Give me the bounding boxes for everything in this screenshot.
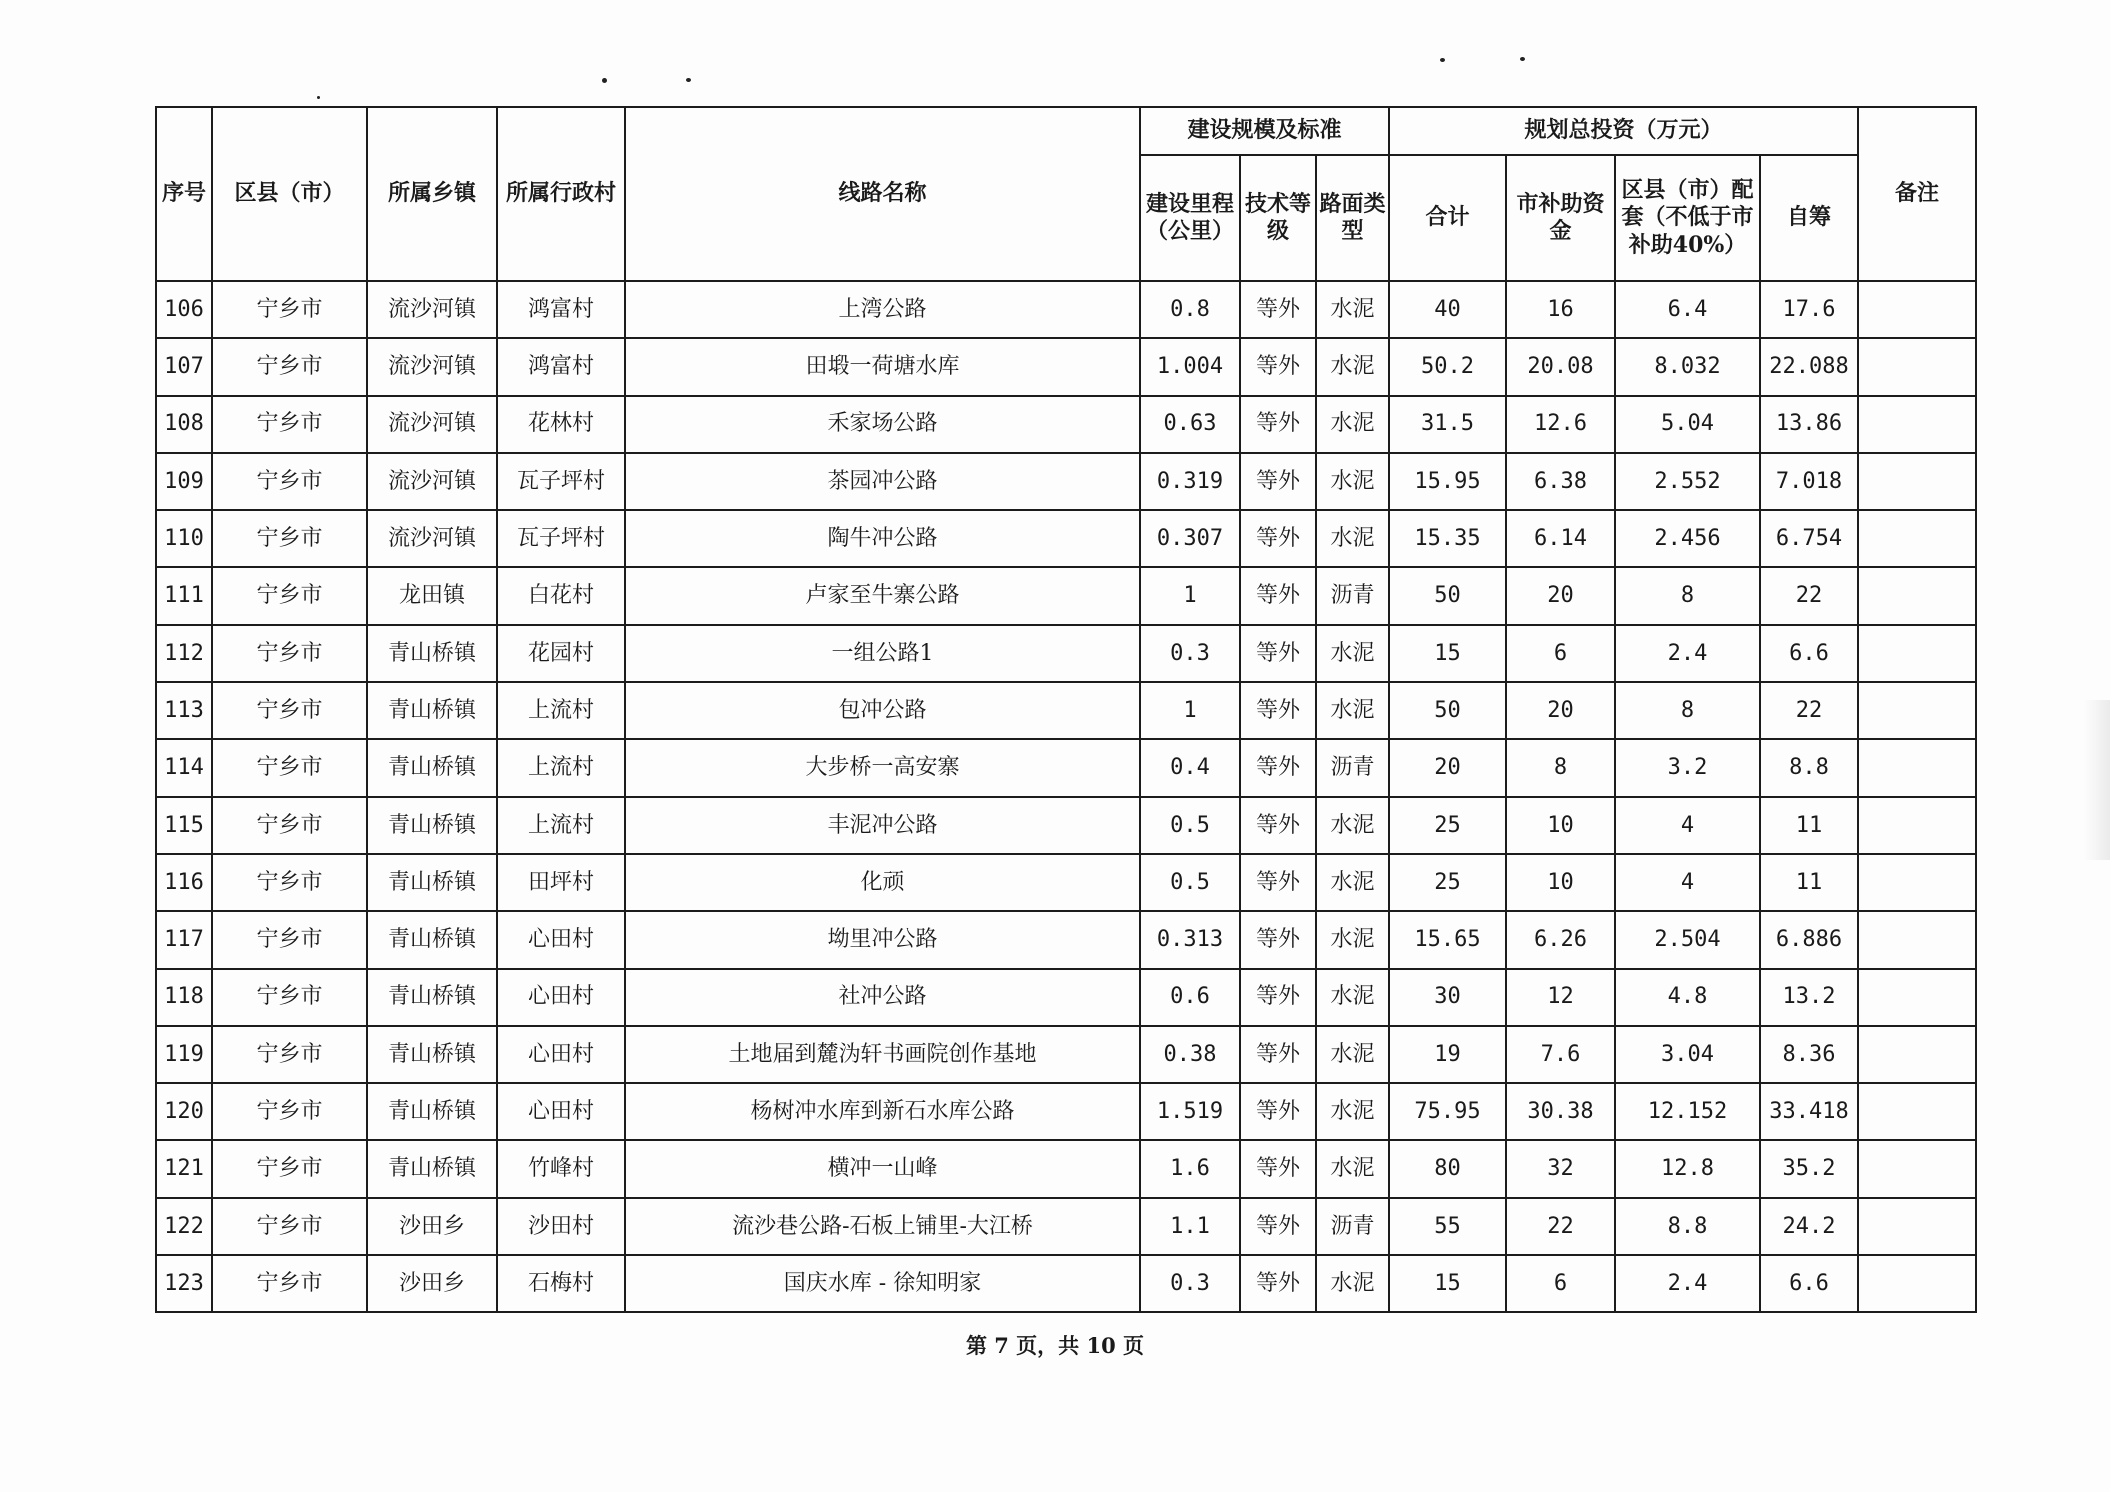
cell-self-raised: 33.418	[1760, 1083, 1858, 1140]
cell-route-name: 国庆水库 - 徐知明家	[625, 1255, 1140, 1312]
cell-seq: 122	[156, 1198, 212, 1255]
cell-county: 宁乡市	[212, 625, 367, 682]
cell-county-match: 2.504	[1615, 911, 1760, 968]
cell-seq: 118	[156, 969, 212, 1026]
cell-total: 50.2	[1389, 338, 1506, 395]
cell-route-name: 包冲公路	[625, 682, 1140, 739]
table-body	[156, 281, 1976, 1312]
cell-self-raised: 22.088	[1760, 338, 1858, 395]
cell-mileage: 0.4	[1140, 739, 1240, 796]
cell-route-name: 陶牛冲公路	[625, 510, 1140, 567]
cell-city-subsidy: 6.26	[1506, 911, 1615, 968]
cell-town: 青山桥镇	[367, 1083, 497, 1140]
cell-route-name: 丰泥冲公路	[625, 797, 1140, 854]
cell-tech-grade: 等外	[1240, 396, 1316, 453]
cell-self-raised: 22	[1760, 682, 1858, 739]
cell-mileage: 0.6	[1140, 969, 1240, 1026]
cell-route-name: 流沙巷公路-石板上铺里-大江桥	[625, 1198, 1140, 1255]
cell-seq: 116	[156, 854, 212, 911]
cell-village: 上流村	[497, 739, 625, 796]
cell-seq: 108	[156, 396, 212, 453]
cell-self-raised: 11	[1760, 797, 1858, 854]
cell-town: 沙田乡	[367, 1198, 497, 1255]
cell-county: 宁乡市	[212, 682, 367, 739]
road-plan-table	[155, 106, 1977, 1313]
cell-county: 宁乡市	[212, 396, 367, 453]
cell-mileage: 0.8	[1140, 281, 1240, 338]
col-mileage: 建设里程（公里）	[1140, 155, 1240, 281]
cell-tech-grade: 等外	[1240, 1140, 1316, 1197]
table-row	[156, 911, 1976, 968]
cell-seq: 121	[156, 1140, 212, 1197]
cell-route-name: 一组公路1	[625, 625, 1140, 682]
cell-total: 50	[1389, 567, 1506, 624]
col-remarks: 备注	[1858, 107, 1976, 281]
cell-surface: 水泥	[1316, 797, 1389, 854]
cell-route-name: 禾家场公路	[625, 396, 1140, 453]
cell-remarks	[1858, 1026, 1976, 1083]
cell-village: 心田村	[497, 1083, 625, 1140]
cell-remarks	[1858, 510, 1976, 567]
cell-total: 50	[1389, 682, 1506, 739]
cell-city-subsidy: 30.38	[1506, 1083, 1615, 1140]
cell-seq: 119	[156, 1026, 212, 1083]
cell-route-name: 坳里冲公路	[625, 911, 1140, 968]
cell-mileage: 1.1	[1140, 1198, 1240, 1255]
cell-route-name: 田塅一荷塘水库	[625, 338, 1140, 395]
cell-mileage: 0.38	[1140, 1026, 1240, 1083]
cell-self-raised: 6.6	[1760, 625, 1858, 682]
table-row	[156, 969, 1976, 1026]
table-row	[156, 1255, 1976, 1312]
cell-total: 15.65	[1389, 911, 1506, 968]
cell-city-subsidy: 16	[1506, 281, 1615, 338]
group-construction-scale: 建设规模及标准	[1140, 107, 1389, 155]
cell-tech-grade: 等外	[1240, 969, 1316, 1026]
cell-remarks	[1858, 682, 1976, 739]
cell-total: 19	[1389, 1026, 1506, 1083]
cell-village: 白花村	[497, 567, 625, 624]
cell-county: 宁乡市	[212, 739, 367, 796]
cell-seq: 117	[156, 911, 212, 968]
cell-town: 流沙河镇	[367, 453, 497, 510]
cell-seq: 111	[156, 567, 212, 624]
cell-tech-grade: 等外	[1240, 1198, 1316, 1255]
cell-route-name: 大步桥一高安寨	[625, 739, 1140, 796]
col-town: 所属乡镇	[367, 107, 497, 281]
cell-village: 花林村	[497, 396, 625, 453]
cell-town: 青山桥镇	[367, 625, 497, 682]
table-row	[156, 338, 1976, 395]
cell-village: 竹峰村	[497, 1140, 625, 1197]
cell-seq: 114	[156, 739, 212, 796]
cell-town: 青山桥镇	[367, 911, 497, 968]
table-row	[156, 1083, 1976, 1140]
cell-county: 宁乡市	[212, 338, 367, 395]
cell-county-match: 4.8	[1615, 969, 1760, 1026]
scan-speck	[1520, 57, 1525, 61]
cell-town: 青山桥镇	[367, 739, 497, 796]
cell-county: 宁乡市	[212, 567, 367, 624]
cell-self-raised: 22	[1760, 567, 1858, 624]
cell-village: 花园村	[497, 625, 625, 682]
cell-mileage: 0.307	[1140, 510, 1240, 567]
cell-county-match: 8.032	[1615, 338, 1760, 395]
cell-county: 宁乡市	[212, 797, 367, 854]
cell-town: 青山桥镇	[367, 682, 497, 739]
cell-county-match: 8	[1615, 567, 1760, 624]
table-header	[156, 107, 1976, 281]
cell-village: 石梅村	[497, 1255, 625, 1312]
cell-tech-grade: 等外	[1240, 281, 1316, 338]
cell-tech-grade: 等外	[1240, 1026, 1316, 1083]
cell-seq: 115	[156, 797, 212, 854]
cell-surface: 水泥	[1316, 281, 1389, 338]
cell-city-subsidy: 12	[1506, 969, 1615, 1026]
cell-surface: 水泥	[1316, 1083, 1389, 1140]
cell-total: 15	[1389, 625, 1506, 682]
page-number: 第 7 页，共 10 页	[965, 1333, 1145, 1358]
cell-county-match: 2.552	[1615, 453, 1760, 510]
col-total: 合计	[1389, 155, 1506, 281]
cell-tech-grade: 等外	[1240, 338, 1316, 395]
cell-surface: 水泥	[1316, 625, 1389, 682]
table-row	[156, 682, 1976, 739]
cell-city-subsidy: 22	[1506, 1198, 1615, 1255]
cell-total: 80	[1389, 1140, 1506, 1197]
cell-county: 宁乡市	[212, 1255, 367, 1312]
cell-mileage: 0.63	[1140, 396, 1240, 453]
cell-tech-grade: 等外	[1240, 682, 1316, 739]
table-row	[156, 396, 1976, 453]
cell-self-raised: 24.2	[1760, 1198, 1858, 1255]
cell-total: 15.35	[1389, 510, 1506, 567]
cell-route-name: 茶园冲公路	[625, 453, 1140, 510]
scan-speck	[686, 78, 691, 82]
cell-remarks	[1858, 281, 1976, 338]
cell-town: 龙田镇	[367, 567, 497, 624]
cell-remarks	[1858, 1083, 1976, 1140]
cell-surface: 水泥	[1316, 1255, 1389, 1312]
cell-county-match: 2.456	[1615, 510, 1760, 567]
cell-county-match: 6.4	[1615, 281, 1760, 338]
cell-village: 上流村	[497, 682, 625, 739]
cell-county-match: 12.8	[1615, 1140, 1760, 1197]
cell-route-name: 杨树冲水库到新石水库公路	[625, 1083, 1140, 1140]
cell-mileage: 0.319	[1140, 453, 1240, 510]
cell-town: 青山桥镇	[367, 797, 497, 854]
cell-tech-grade: 等外	[1240, 453, 1316, 510]
col-county: 区县（市）	[212, 107, 367, 281]
cell-total: 25	[1389, 854, 1506, 911]
cell-seq: 112	[156, 625, 212, 682]
cell-mileage: 1.004	[1140, 338, 1240, 395]
cell-tech-grade: 等外	[1240, 510, 1316, 567]
cell-mileage: 1.6	[1140, 1140, 1240, 1197]
cell-mileage: 0.3	[1140, 625, 1240, 682]
cell-self-raised: 6.754	[1760, 510, 1858, 567]
cell-city-subsidy: 7.6	[1506, 1026, 1615, 1083]
cell-remarks	[1858, 453, 1976, 510]
cell-surface: 水泥	[1316, 1140, 1389, 1197]
cell-city-subsidy: 6	[1506, 1255, 1615, 1312]
col-tech-grade: 技术等级	[1240, 155, 1316, 281]
cell-remarks	[1858, 338, 1976, 395]
cell-county-match: 2.4	[1615, 1255, 1760, 1312]
cell-county: 宁乡市	[212, 453, 367, 510]
cell-surface: 水泥	[1316, 453, 1389, 510]
cell-route-name: 上湾公路	[625, 281, 1140, 338]
scan-speck	[602, 78, 607, 83]
cell-town: 青山桥镇	[367, 1140, 497, 1197]
table-row	[156, 1140, 1976, 1197]
cell-surface: 沥青	[1316, 1198, 1389, 1255]
table-row	[156, 567, 1976, 624]
table-row	[156, 1026, 1976, 1083]
cell-total: 31.5	[1389, 396, 1506, 453]
cell-city-subsidy: 6.14	[1506, 510, 1615, 567]
cell-remarks	[1858, 1255, 1976, 1312]
cell-total: 75.95	[1389, 1083, 1506, 1140]
cell-self-raised: 35.2	[1760, 1140, 1858, 1197]
cell-surface: 沥青	[1316, 739, 1389, 796]
cell-surface: 沥青	[1316, 567, 1389, 624]
cell-route-name: 横冲一山峰	[625, 1140, 1140, 1197]
cell-tech-grade: 等外	[1240, 625, 1316, 682]
cell-town: 青山桥镇	[367, 969, 497, 1026]
cell-tech-grade: 等外	[1240, 1083, 1316, 1140]
cell-county-match: 5.04	[1615, 396, 1760, 453]
cell-surface: 水泥	[1316, 682, 1389, 739]
scan-speck	[1440, 58, 1445, 62]
cell-city-subsidy: 10	[1506, 854, 1615, 911]
cell-surface: 水泥	[1316, 1026, 1389, 1083]
cell-tech-grade: 等外	[1240, 739, 1316, 796]
cell-surface: 水泥	[1316, 338, 1389, 395]
cell-remarks	[1858, 1198, 1976, 1255]
cell-remarks	[1858, 739, 1976, 796]
cell-village: 瓦子坪村	[497, 510, 625, 567]
col-seq: 序号	[156, 107, 212, 281]
cell-remarks	[1858, 396, 1976, 453]
cell-town: 流沙河镇	[367, 338, 497, 395]
table-row	[156, 1198, 1976, 1255]
cell-mileage: 0.313	[1140, 911, 1240, 968]
table-row	[156, 739, 1976, 796]
cell-total: 55	[1389, 1198, 1506, 1255]
cell-surface: 水泥	[1316, 911, 1389, 968]
cell-county-match: 3.04	[1615, 1026, 1760, 1083]
cell-county-match: 2.4	[1615, 625, 1760, 682]
col-village: 所属行政村	[497, 107, 625, 281]
cell-total: 25	[1389, 797, 1506, 854]
cell-city-subsidy: 6.38	[1506, 453, 1615, 510]
cell-self-raised: 6.886	[1760, 911, 1858, 968]
cell-total: 40	[1389, 281, 1506, 338]
cell-self-raised: 8.36	[1760, 1026, 1858, 1083]
cell-village: 心田村	[497, 911, 625, 968]
cell-surface: 水泥	[1316, 396, 1389, 453]
scan-speck	[317, 96, 320, 99]
cell-county: 宁乡市	[212, 510, 367, 567]
cell-route-name: 社冲公路	[625, 969, 1140, 1026]
cell-town: 流沙河镇	[367, 281, 497, 338]
cell-remarks	[1858, 625, 1976, 682]
table-row	[156, 854, 1976, 911]
cell-remarks	[1858, 969, 1976, 1026]
cell-county: 宁乡市	[212, 1198, 367, 1255]
cell-surface: 水泥	[1316, 854, 1389, 911]
cell-city-subsidy: 12.6	[1506, 396, 1615, 453]
cell-county: 宁乡市	[212, 281, 367, 338]
cell-self-raised: 7.018	[1760, 453, 1858, 510]
table-row	[156, 453, 1976, 510]
cell-village: 鸿富村	[497, 338, 625, 395]
cell-village: 沙田村	[497, 1198, 625, 1255]
cell-self-raised: 8.8	[1760, 739, 1858, 796]
table-row	[156, 510, 1976, 567]
col-surface: 路面类型	[1316, 155, 1389, 281]
cell-county-match: 8	[1615, 682, 1760, 739]
cell-mileage: 1.519	[1140, 1083, 1240, 1140]
cell-town: 流沙河镇	[367, 396, 497, 453]
cell-tech-grade: 等外	[1240, 854, 1316, 911]
cell-city-subsidy: 32	[1506, 1140, 1615, 1197]
cell-city-subsidy: 20	[1506, 682, 1615, 739]
cell-self-raised: 17.6	[1760, 281, 1858, 338]
cell-surface: 水泥	[1316, 969, 1389, 1026]
cell-village: 田坪村	[497, 854, 625, 911]
cell-total: 20	[1389, 739, 1506, 796]
col-county-match: 区县（市）配套（不低于市补助40%）	[1615, 155, 1760, 281]
cell-remarks	[1858, 1140, 1976, 1197]
cell-tech-grade: 等外	[1240, 567, 1316, 624]
cell-county: 宁乡市	[212, 1140, 367, 1197]
cell-village: 上流村	[497, 797, 625, 854]
cell-county: 宁乡市	[212, 1026, 367, 1083]
cell-surface: 水泥	[1316, 510, 1389, 567]
cell-county-match: 12.152	[1615, 1083, 1760, 1140]
cell-remarks	[1858, 567, 1976, 624]
cell-city-subsidy: 20	[1506, 567, 1615, 624]
scan-edge-shadow	[2084, 700, 2110, 860]
cell-total: 15.95	[1389, 453, 1506, 510]
cell-route-name: 土地届到麓沩轩书画院创作基地	[625, 1026, 1140, 1083]
cell-village: 心田村	[497, 1026, 625, 1083]
cell-county-match: 4	[1615, 854, 1760, 911]
table-row	[156, 281, 1976, 338]
cell-self-raised: 6.6	[1760, 1255, 1858, 1312]
cell-city-subsidy: 10	[1506, 797, 1615, 854]
cell-county-match: 8.8	[1615, 1198, 1760, 1255]
cell-village: 鸿富村	[497, 281, 625, 338]
cell-tech-grade: 等外	[1240, 1255, 1316, 1312]
table-row	[156, 625, 1976, 682]
cell-mileage: 0.3	[1140, 1255, 1240, 1312]
table-row	[156, 797, 1976, 854]
cell-self-raised: 13.86	[1760, 396, 1858, 453]
col-city-subsidy: 市补助资金	[1506, 155, 1615, 281]
cell-tech-grade: 等外	[1240, 797, 1316, 854]
cell-seq: 109	[156, 453, 212, 510]
cell-county: 宁乡市	[212, 854, 367, 911]
cell-mileage: 1	[1140, 682, 1240, 739]
cell-tech-grade: 等外	[1240, 911, 1316, 968]
cell-town: 青山桥镇	[367, 854, 497, 911]
cell-remarks	[1858, 854, 1976, 911]
cell-city-subsidy: 6	[1506, 625, 1615, 682]
col-route-name: 线路名称	[625, 107, 1140, 281]
cell-city-subsidy: 8	[1506, 739, 1615, 796]
cell-county: 宁乡市	[212, 969, 367, 1026]
cell-county-match: 3.2	[1615, 739, 1760, 796]
cell-town: 流沙河镇	[367, 510, 497, 567]
cell-county: 宁乡市	[212, 911, 367, 968]
cell-county-match: 4	[1615, 797, 1760, 854]
cell-total: 15	[1389, 1255, 1506, 1312]
cell-town: 青山桥镇	[367, 1026, 497, 1083]
cell-village: 瓦子坪村	[497, 453, 625, 510]
cell-seq: 113	[156, 682, 212, 739]
col-self-raised: 自筹	[1760, 155, 1858, 281]
cell-route-name: 卢家至牛寨公路	[625, 567, 1140, 624]
cell-seq: 106	[156, 281, 212, 338]
cell-mileage: 0.5	[1140, 854, 1240, 911]
cell-seq: 123	[156, 1255, 212, 1312]
cell-mileage: 0.5	[1140, 797, 1240, 854]
cell-town: 沙田乡	[367, 1255, 497, 1312]
cell-remarks	[1858, 911, 1976, 968]
cell-seq: 120	[156, 1083, 212, 1140]
cell-seq: 110	[156, 510, 212, 567]
cell-seq: 107	[156, 338, 212, 395]
cell-route-name: 化顽	[625, 854, 1140, 911]
cell-self-raised: 11	[1760, 854, 1858, 911]
cell-county: 宁乡市	[212, 1083, 367, 1140]
cell-self-raised: 13.2	[1760, 969, 1858, 1026]
cell-total: 30	[1389, 969, 1506, 1026]
group-total-investment: 规划总投资（万元）	[1389, 107, 1858, 155]
cell-village: 心田村	[497, 969, 625, 1026]
cell-mileage: 1	[1140, 567, 1240, 624]
cell-city-subsidy: 20.08	[1506, 338, 1615, 395]
cell-remarks	[1858, 797, 1976, 854]
